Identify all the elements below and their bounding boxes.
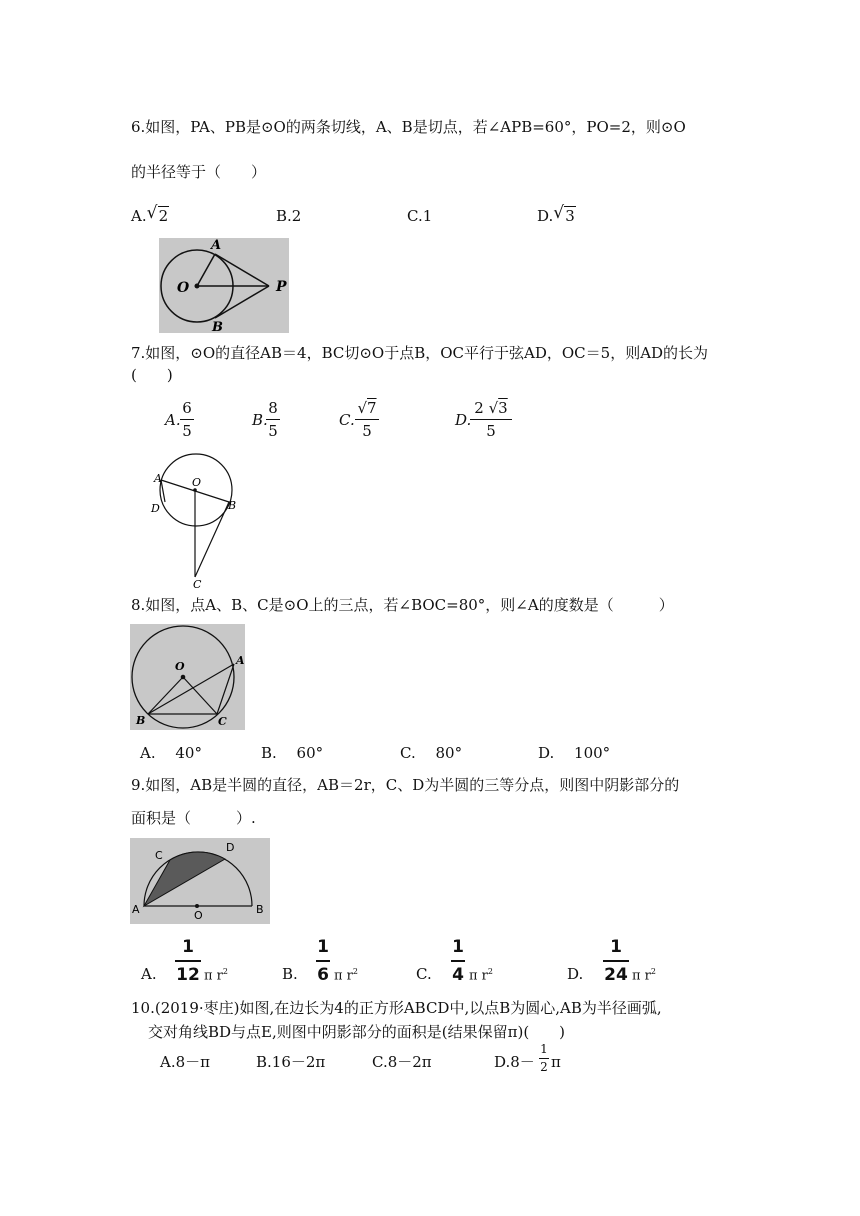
q9-option-c-fraction	[451, 936, 465, 986]
q7-option-c-label[interactable]: C.	[339, 411, 355, 429]
q6-option-a-label: A.	[131, 207, 147, 225]
q7-stem-line1: 7.如图，⊙O的直径AB＝4，BC切⊙O于点B，OC平行于弦AD，OC＝5，则AD的长为	[131, 344, 709, 362]
denominator: 5	[362, 422, 372, 440]
pi-r: π r	[469, 968, 488, 984]
coefficient: 2	[474, 399, 484, 417]
q10-option-b[interactable]: B.16－2π	[256, 1053, 326, 1071]
q9-option-d-fraction	[603, 936, 629, 986]
sqrt-symbol: √	[488, 399, 499, 417]
label-a: A	[154, 472, 162, 485]
label-a: A	[211, 238, 222, 253]
numerator: 1	[540, 1042, 548, 1056]
q6-option-c[interactable]: C.1	[407, 207, 433, 225]
q6-option-d[interactable]	[537, 203, 576, 226]
q10-option-d-fraction	[539, 1042, 549, 1075]
q6-option-d-radicand: 3	[565, 207, 575, 225]
label-a: A	[236, 654, 245, 667]
pi-r: π r	[334, 968, 353, 984]
q9-option-c-label[interactable]: C.	[416, 965, 432, 983]
label-o: O	[177, 280, 190, 296]
q7-option-d-label[interactable]: D.	[455, 411, 472, 429]
numerator: 1	[610, 937, 622, 957]
label-c: C	[193, 578, 202, 591]
q10-option-c[interactable]: C.8－2π	[372, 1053, 432, 1071]
q9-option-a-fraction	[175, 936, 201, 986]
label-d: D	[226, 841, 235, 854]
numerator: 1	[317, 937, 329, 957]
numerator: 1	[452, 937, 464, 957]
denominator: 2	[540, 1060, 548, 1074]
numerator: 1	[182, 937, 194, 957]
denominator: 4	[452, 965, 464, 985]
q8-option-d[interactable]: D. 100°	[538, 744, 611, 762]
label-p: P	[276, 279, 287, 295]
exponent: 2	[650, 967, 656, 976]
q8-figure	[130, 624, 245, 730]
denominator: 5	[268, 422, 278, 440]
label-b: B	[212, 320, 223, 333]
q9-option-c-suffix	[469, 962, 493, 986]
sqrt-symbol: √ 3	[553, 203, 575, 225]
label-c: C	[155, 849, 163, 862]
label-o: O	[194, 909, 203, 922]
center-dot	[195, 284, 200, 289]
exponent: 2	[352, 967, 358, 976]
label-b: B	[136, 714, 146, 727]
denominator: 5	[182, 422, 192, 440]
denominator: 5	[486, 422, 496, 440]
q9-option-a-suffix	[204, 962, 228, 986]
label-b: B	[228, 499, 237, 512]
q9-option-b-fraction	[316, 936, 330, 986]
q7-option-a-label[interactable]: A.	[165, 411, 181, 429]
q10-option-d-label: D.8－	[494, 1053, 535, 1071]
label-o: O	[175, 660, 185, 673]
exponent: 2	[487, 967, 493, 976]
numerator	[355, 398, 379, 418]
q7-option-c-fraction	[355, 398, 379, 441]
q9-option-d-suffix	[632, 962, 656, 986]
q9-option-d-label[interactable]: D.	[567, 965, 584, 983]
q8-option-b[interactable]: B. 60°	[261, 744, 324, 762]
q9-stem-line2: 面积是（ ）.	[131, 809, 256, 827]
q10-option-d[interactable]	[494, 1052, 535, 1072]
radicand: 3	[498, 399, 508, 417]
denominator: 6	[317, 965, 329, 985]
q7-option-b-fraction	[266, 398, 280, 441]
numerator	[470, 398, 512, 418]
q10-option-a[interactable]: A.8－π	[160, 1053, 211, 1071]
q6-option-b[interactable]: B.2	[276, 207, 302, 225]
label-a: A	[132, 903, 140, 916]
q10-option-d-tail: π	[551, 1053, 561, 1071]
sqrt-symbol: √ 2	[146, 203, 169, 225]
q8-stem-line1: 8.如图，点A、B、C是⊙O上的三点，若∠BOC=80°，则∠A的度数是（ ）	[131, 596, 674, 614]
q7-option-d-fraction	[470, 398, 512, 441]
label-d: D	[151, 502, 160, 515]
q9-option-b-label[interactable]: B.	[282, 965, 298, 983]
radicand: 7	[367, 399, 377, 417]
q8-option-a[interactable]: A. 40°	[140, 744, 202, 762]
label-o: O	[192, 476, 202, 489]
numerator: 8	[268, 399, 278, 417]
q6-stem-line1: 6.如图，PA、PB是⊙O的两条切线，A、B是切点，若∠APB=60°，PO=2，则⊙O	[131, 118, 686, 136]
q10-stem-line2: 交对角线BD与点E,则图中阴影部分的面积是(结果保留π)( )	[148, 1023, 566, 1041]
center-dot	[181, 675, 186, 680]
q7-figure	[145, 452, 245, 592]
q9-option-b-suffix	[334, 962, 358, 986]
tangent-bc	[195, 502, 229, 577]
pi-r: π r	[204, 968, 223, 984]
q6-option-d-label: D.	[537, 207, 554, 225]
q8-option-c[interactable]: C. 80°	[400, 744, 463, 762]
pi-r: π r	[632, 968, 651, 984]
q10-stem-line1: 10.(2019·枣庄)如图,在边长为4的正方形ABCD中,以点B为圆心,AB为半径画弧,	[131, 999, 662, 1017]
exponent: 2	[222, 967, 228, 976]
denominator: 12	[176, 965, 200, 985]
denominator: 24	[604, 965, 628, 985]
q7-option-a-fraction	[180, 398, 194, 441]
q6-figure	[159, 238, 289, 333]
label-b: B	[256, 903, 264, 916]
q9-option-a-label[interactable]: A.	[141, 965, 157, 983]
q6-option-a[interactable]	[131, 203, 169, 226]
q7-option-b-label[interactable]: B.	[252, 411, 268, 429]
q6-option-a-radicand: 2	[158, 207, 169, 225]
q9-stem-line1: 9.如图，AB是半圆的直径，AB＝2r，C、D为半圆的三等分点，则图中阴影部分的	[131, 776, 680, 794]
label-c: C	[218, 715, 227, 728]
q6-stem-line2: 的半径等于（ ）	[131, 163, 267, 181]
center-dot	[195, 904, 199, 908]
q9-figure	[130, 838, 270, 924]
numerator: 6	[182, 399, 192, 417]
q7-stem-line2: ( )	[131, 366, 173, 384]
sqrt-symbol: √	[357, 399, 367, 417]
